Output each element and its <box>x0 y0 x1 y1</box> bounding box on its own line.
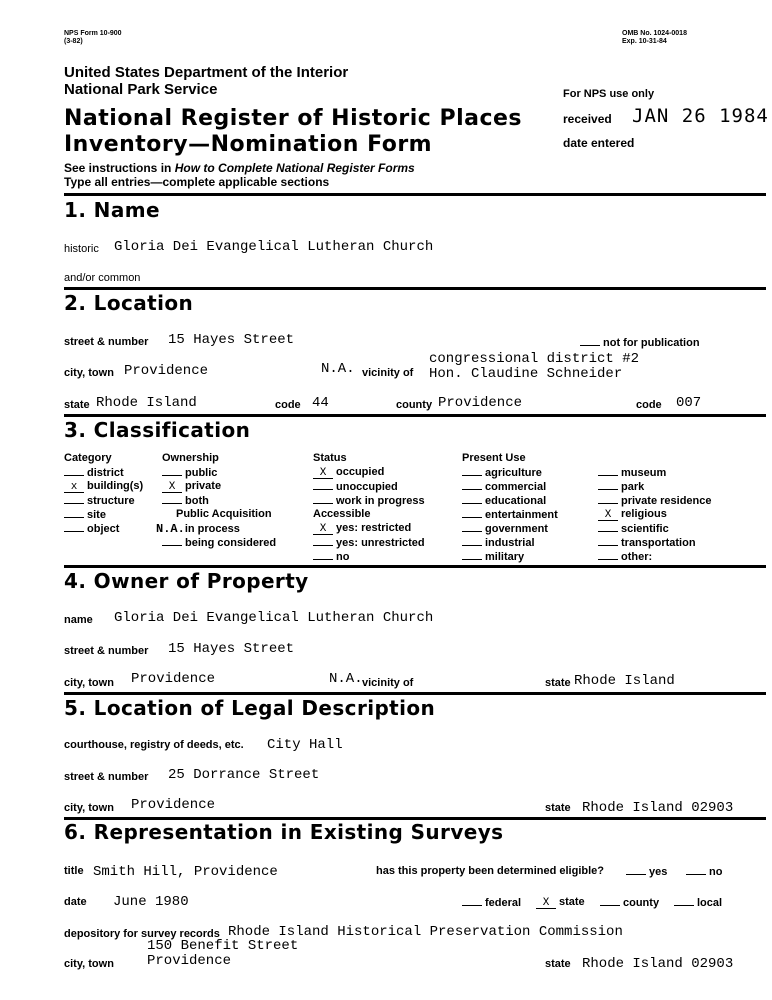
accessible-heading: Accessible <box>313 508 371 520</box>
checkbox-label: yes <box>649 866 668 878</box>
use-park <box>598 480 644 493</box>
depository-state-label: state <box>545 958 571 970</box>
form-title-line1: National Register of Historic Places <box>64 106 523 131</box>
checkbox-label: no <box>336 551 350 563</box>
checkbox-blank <box>64 494 84 504</box>
status-work-in-progress <box>313 494 425 507</box>
checkbox-label: agriculture <box>485 467 542 479</box>
checkbox-blank <box>462 536 482 546</box>
checkbox-label: both <box>185 495 209 507</box>
survey-federal <box>462 896 521 909</box>
form-number: NPS Form 10-900 <box>64 30 122 37</box>
checkbox-label: structure <box>87 495 135 507</box>
section-5-heading: 5. Location of Legal Description <box>64 696 436 720</box>
legal-city-label: city, town <box>64 802 114 814</box>
checkbox-label: in process <box>184 523 240 535</box>
use-transportation <box>598 536 696 549</box>
checkbox-label: museum <box>621 467 667 479</box>
checkbox-blank: X <box>162 483 182 493</box>
section-rule <box>64 193 766 196</box>
checkbox-label: public <box>185 467 218 479</box>
use-military <box>462 550 524 563</box>
vicinity-label: vicinity of <box>362 367 414 379</box>
checkbox-label: work in progress <box>336 495 425 507</box>
owner-vicinity-na: N.A. <box>329 671 363 687</box>
state-label: state <box>64 399 90 411</box>
not-for-publication-label: not for publication <box>603 337 700 349</box>
checkbox-blank: x <box>64 483 84 493</box>
checkbox-blank <box>598 480 618 490</box>
survey-title-label: title <box>64 865 84 877</box>
checkbox-blank <box>313 480 333 490</box>
owner-street-value: 15 Hayes Street <box>168 641 295 657</box>
code-value: 44 <box>312 395 329 411</box>
section-rule <box>64 565 766 568</box>
depository-value: Rhode Island Historical Preservation Commission <box>228 924 623 940</box>
historic-name: Gloria Dei Evangelical Lutheran Church <box>114 239 434 255</box>
use-educational <box>462 494 546 507</box>
checkbox-label: transportation <box>621 537 696 549</box>
acquisition-in-process <box>156 522 240 536</box>
owner-name-label: name <box>64 614 93 626</box>
category-structure <box>64 494 135 507</box>
instructions-line <box>64 161 415 175</box>
checkbox-blank <box>598 494 618 504</box>
section-3-heading: 3. Classification <box>64 418 251 442</box>
eligible-question: has this property been determined eligible? <box>376 865 604 877</box>
checkbox-blank <box>162 466 182 476</box>
survey-local <box>674 896 722 909</box>
received-label: received <box>563 112 612 126</box>
checkbox-blank <box>674 896 694 906</box>
section-4-heading: 4. Owner of Property <box>64 569 309 593</box>
owner-name-value: Gloria Dei Evangelical Lutheran Church <box>114 610 434 626</box>
use-entertainment <box>462 508 558 521</box>
checkbox-label: religious <box>621 508 667 520</box>
checkbox-blank <box>462 508 482 518</box>
checkbox-label: unoccupied <box>336 481 398 493</box>
accessible-no <box>313 550 349 563</box>
eligible-no <box>686 865 722 878</box>
checkbox-label: military <box>485 551 525 563</box>
county-value: Providence <box>438 395 523 411</box>
owner-state-value: Rhode Island <box>574 673 675 689</box>
survey-state <box>536 896 585 909</box>
county-code-value: 007 <box>676 395 702 411</box>
ownership-heading: Ownership <box>162 452 219 464</box>
owner-state-label: state <box>545 677 571 689</box>
street-number-value: 15 Hayes Street <box>168 332 295 348</box>
checkbox-blank <box>580 336 600 346</box>
depository-address: 150 Benefit Street <box>147 938 299 954</box>
depository-state-value: Rhode Island 02903 <box>582 956 734 972</box>
survey-county <box>600 896 659 909</box>
legal-street-label: street & number <box>64 771 149 783</box>
checkbox-label: private residence <box>621 495 712 507</box>
county-code-label: code <box>636 399 662 411</box>
checkbox-blank: X <box>598 511 618 521</box>
common-name-label: and/or common <box>64 272 141 284</box>
not-for-publication <box>580 336 700 349</box>
county-label: county <box>396 399 433 411</box>
checkbox-blank <box>313 494 333 504</box>
nps-use-label: For NPS use only <box>563 88 655 100</box>
use-industrial <box>462 536 535 549</box>
historic-label: historic <box>64 243 99 255</box>
category-buildings <box>64 480 143 493</box>
checkbox-label: occupied <box>336 466 385 478</box>
omb-expiration: Exp. 10-31-84 <box>622 38 667 45</box>
checkbox-blank: X <box>536 899 556 909</box>
public-acquisition-heading: Public Acquisition <box>176 508 272 520</box>
ownership-both <box>162 494 209 507</box>
depository-label: depository for survey records <box>64 928 220 940</box>
checkbox-label: site <box>87 509 106 521</box>
checkbox-blank <box>64 466 84 476</box>
checkbox-label: county <box>623 897 660 909</box>
legal-state-label: state <box>545 802 571 814</box>
checkbox-label: being considered <box>185 537 277 549</box>
section-1-heading: 1. Name <box>64 198 160 222</box>
survey-date-label: date <box>64 896 87 908</box>
checkbox-blank <box>598 522 618 532</box>
checkbox-blank <box>686 865 706 875</box>
checkbox-blank: X <box>313 525 333 535</box>
congressional-representative: Hon. Claudine Schneider <box>429 366 623 382</box>
section-2-heading: 2. Location <box>64 291 194 315</box>
legal-state-value: Rhode Island 02903 <box>582 800 734 816</box>
use-private-residence <box>598 494 712 507</box>
checkbox-label: local <box>697 897 723 909</box>
section-rule <box>64 287 766 290</box>
checkbox-label: government <box>485 523 548 535</box>
depository-city-label: city, town <box>64 958 114 970</box>
checkbox-label: park <box>621 481 645 493</box>
instructions-prefix: See instructions in <box>64 161 175 175</box>
status-occupied <box>313 466 384 479</box>
date-entered-label: date entered <box>563 136 635 150</box>
category-site <box>64 508 106 521</box>
checkbox-blank <box>313 536 333 546</box>
use-commercial <box>462 480 546 493</box>
courthouse-label: courthouse, registry of deeds, etc. <box>64 739 244 751</box>
category-district <box>64 466 124 479</box>
checkbox-label: object <box>87 523 120 535</box>
present-use-heading: Present Use <box>462 452 526 464</box>
checkbox-blank <box>162 494 182 504</box>
ownership-public <box>162 466 217 479</box>
checkbox-label: state <box>559 896 585 908</box>
section-rule <box>64 414 766 417</box>
owner-city-label: city, town <box>64 677 114 689</box>
accessible-yes-unrestricted <box>313 536 425 549</box>
city-town-value: Providence <box>124 363 209 379</box>
use-government <box>462 522 548 535</box>
checkbox-blank <box>462 550 482 560</box>
received-stamp: JAN 26 1984 <box>632 105 769 127</box>
checkbox-label: yes: restricted <box>336 522 412 534</box>
checkbox-label: educational <box>485 495 547 507</box>
checkbox-label: district <box>87 467 124 479</box>
type-all-line: Type all entries—complete applicable sections <box>64 175 330 189</box>
vicinity-na: N.A. <box>321 361 355 377</box>
checkbox-label: other: <box>621 551 653 563</box>
legal-city-value: Providence <box>131 797 216 813</box>
checkbox-blank <box>462 522 482 532</box>
form-title-line2: Inventory—Nomination Form <box>64 132 433 157</box>
use-agriculture <box>462 466 542 479</box>
form-date: (3-82) <box>64 38 83 45</box>
checkbox-label: no <box>709 866 723 878</box>
checkbox-blank <box>64 522 84 532</box>
use-scientific <box>598 522 669 535</box>
checkbox-label: yes: unrestricted <box>336 537 425 549</box>
category-heading: Category <box>64 452 112 464</box>
checkbox-label: entertainment <box>485 509 558 521</box>
city-town-label: city, town <box>64 367 114 379</box>
status-unoccupied <box>313 480 398 493</box>
owner-city-value: Providence <box>131 671 216 687</box>
use-religious <box>598 508 667 521</box>
acquisition-being-considered <box>162 536 276 549</box>
checkbox-blank <box>313 550 333 560</box>
checkbox-blank <box>598 466 618 476</box>
checkbox-label: federal <box>485 897 522 909</box>
depository-city-value: Providence <box>147 953 232 969</box>
checkbox-blank <box>162 536 182 546</box>
checkbox-blank: X <box>313 469 333 479</box>
use-museum <box>598 466 666 479</box>
checkbox-blank <box>598 550 618 560</box>
checkbox-label: private <box>185 480 222 492</box>
checkbox-blank <box>462 494 482 504</box>
checkbox-blank <box>64 508 84 518</box>
checkbox-blank <box>598 536 618 546</box>
section-6-heading: 6. Representation in Existing Surveys <box>64 820 504 844</box>
checkbox-blank <box>462 480 482 490</box>
checkbox-label: commercial <box>485 481 547 493</box>
code-label: code <box>275 399 301 411</box>
eligible-yes <box>626 865 667 878</box>
state-value: Rhode Island <box>96 395 197 411</box>
category-object <box>64 522 119 535</box>
checkbox-label: building(s) <box>87 480 144 492</box>
instructions-title: How to Complete National Register Forms <box>174 161 415 175</box>
agency-name: National Park Service <box>64 81 218 98</box>
owner-street-label: street & number <box>64 645 149 657</box>
checkbox-blank <box>600 896 620 906</box>
survey-date-value: June 1980 <box>113 894 189 910</box>
section-rule <box>64 692 766 695</box>
street-number-label: street & number <box>64 336 149 348</box>
checkbox-blank <box>626 865 646 875</box>
ownership-private <box>162 480 221 493</box>
checkbox-blank <box>462 466 482 476</box>
omb-number: OMB No. 1024-0018 <box>622 30 687 37</box>
checkbox-blank <box>462 896 482 906</box>
congressional-district: congressional district #2 <box>429 351 640 367</box>
accessible-yes-restricted <box>313 522 411 535</box>
legal-street-value: 25 Dorrance Street <box>168 767 320 783</box>
survey-title-value: Smith Hill, Providence <box>93 864 278 880</box>
checkbox-label: industrial <box>485 537 535 549</box>
courthouse-value: City Hall <box>267 737 343 753</box>
checkbox-label: scientific <box>621 523 669 535</box>
owner-vicinity-label: vicinity of <box>362 677 414 689</box>
department-name: United States Department of the Interior <box>64 64 349 81</box>
checkbox-mark: N.A. <box>156 522 185 536</box>
use-other <box>598 550 652 563</box>
status-heading: Status <box>313 452 347 464</box>
